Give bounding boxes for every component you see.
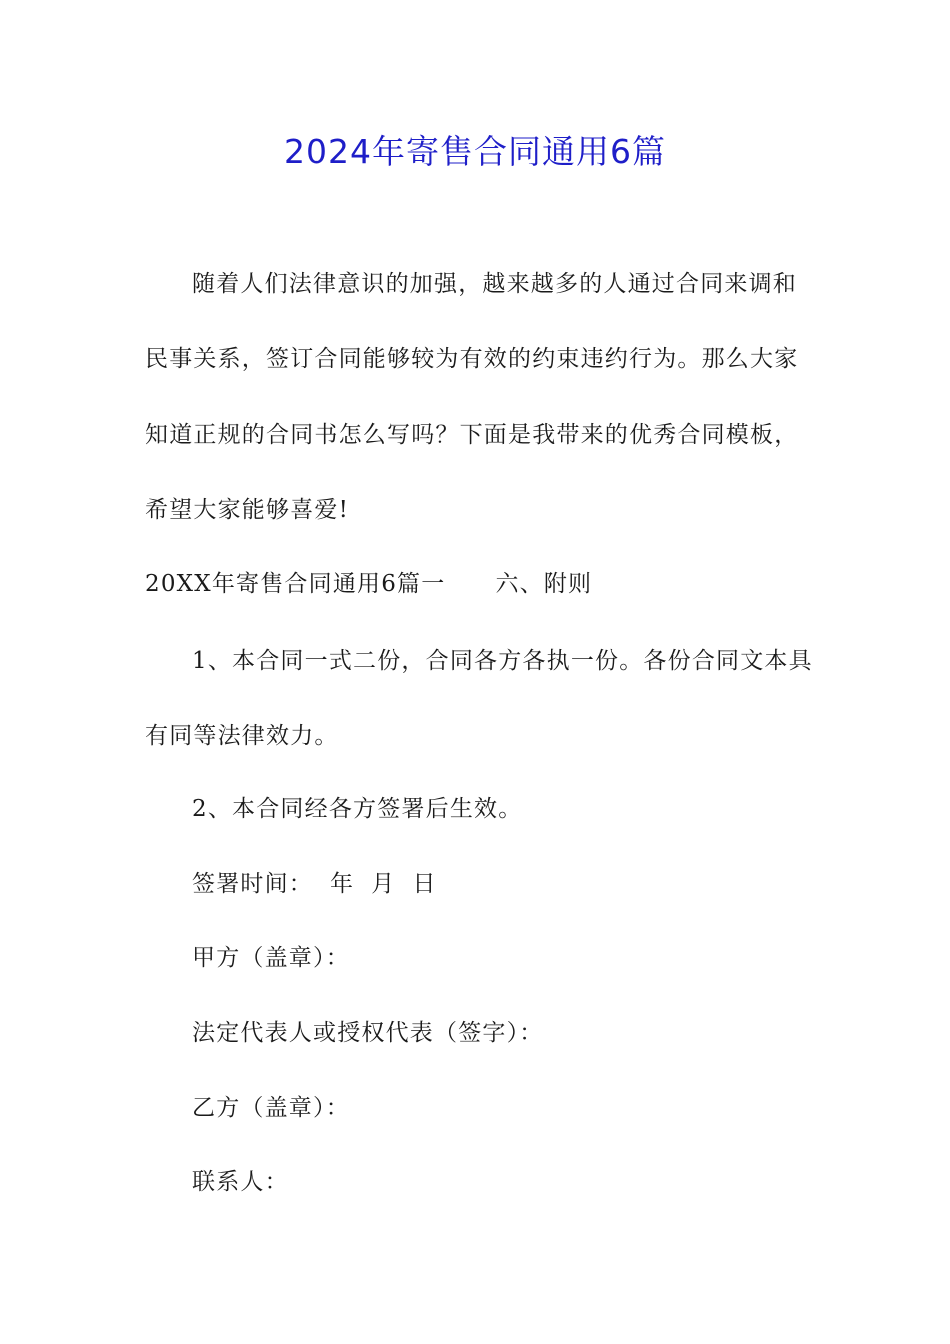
section-heading-line bbox=[145, 568, 592, 600]
party-a-seal: 甲方（盖章）： bbox=[192, 945, 350, 971]
intro-line-2: 民事关系，签订合同能够较为有效的约束违约行为。那么大家 bbox=[145, 346, 799, 372]
intro-line-1: 随着人们法律意识的加强，越来越多的人通过合同来调和 bbox=[192, 271, 797, 297]
signing-time: 签署时间： 年 月 日 bbox=[192, 871, 437, 897]
clause-2: 2、本合同经各方签署后生效。 bbox=[192, 796, 523, 822]
legal-representative-signature: 法定代表人或授权代表（签字）： bbox=[192, 1020, 544, 1046]
clause-1-line-1: 1、本合同一式二份，合同各方各执一份。各份合同文本具 bbox=[192, 648, 813, 674]
document-title: 2024年寄售合同通用6篇 bbox=[284, 132, 666, 171]
intro-line-3: 知道正规的合同书怎么写吗？下面是我带来的优秀合同模板， bbox=[145, 422, 799, 448]
section-heading: 20XX年寄售合同通用6篇一 bbox=[145, 571, 446, 597]
contact-person: 联系人： bbox=[192, 1169, 289, 1195]
clause-1-line-2: 有同等法律效力。 bbox=[145, 723, 339, 749]
party-b-seal: 乙方（盖章）： bbox=[192, 1095, 350, 1121]
intro-line-4: 希望大家能够喜爱! bbox=[145, 497, 350, 523]
section-subheading: 六、附则 bbox=[495, 571, 593, 597]
